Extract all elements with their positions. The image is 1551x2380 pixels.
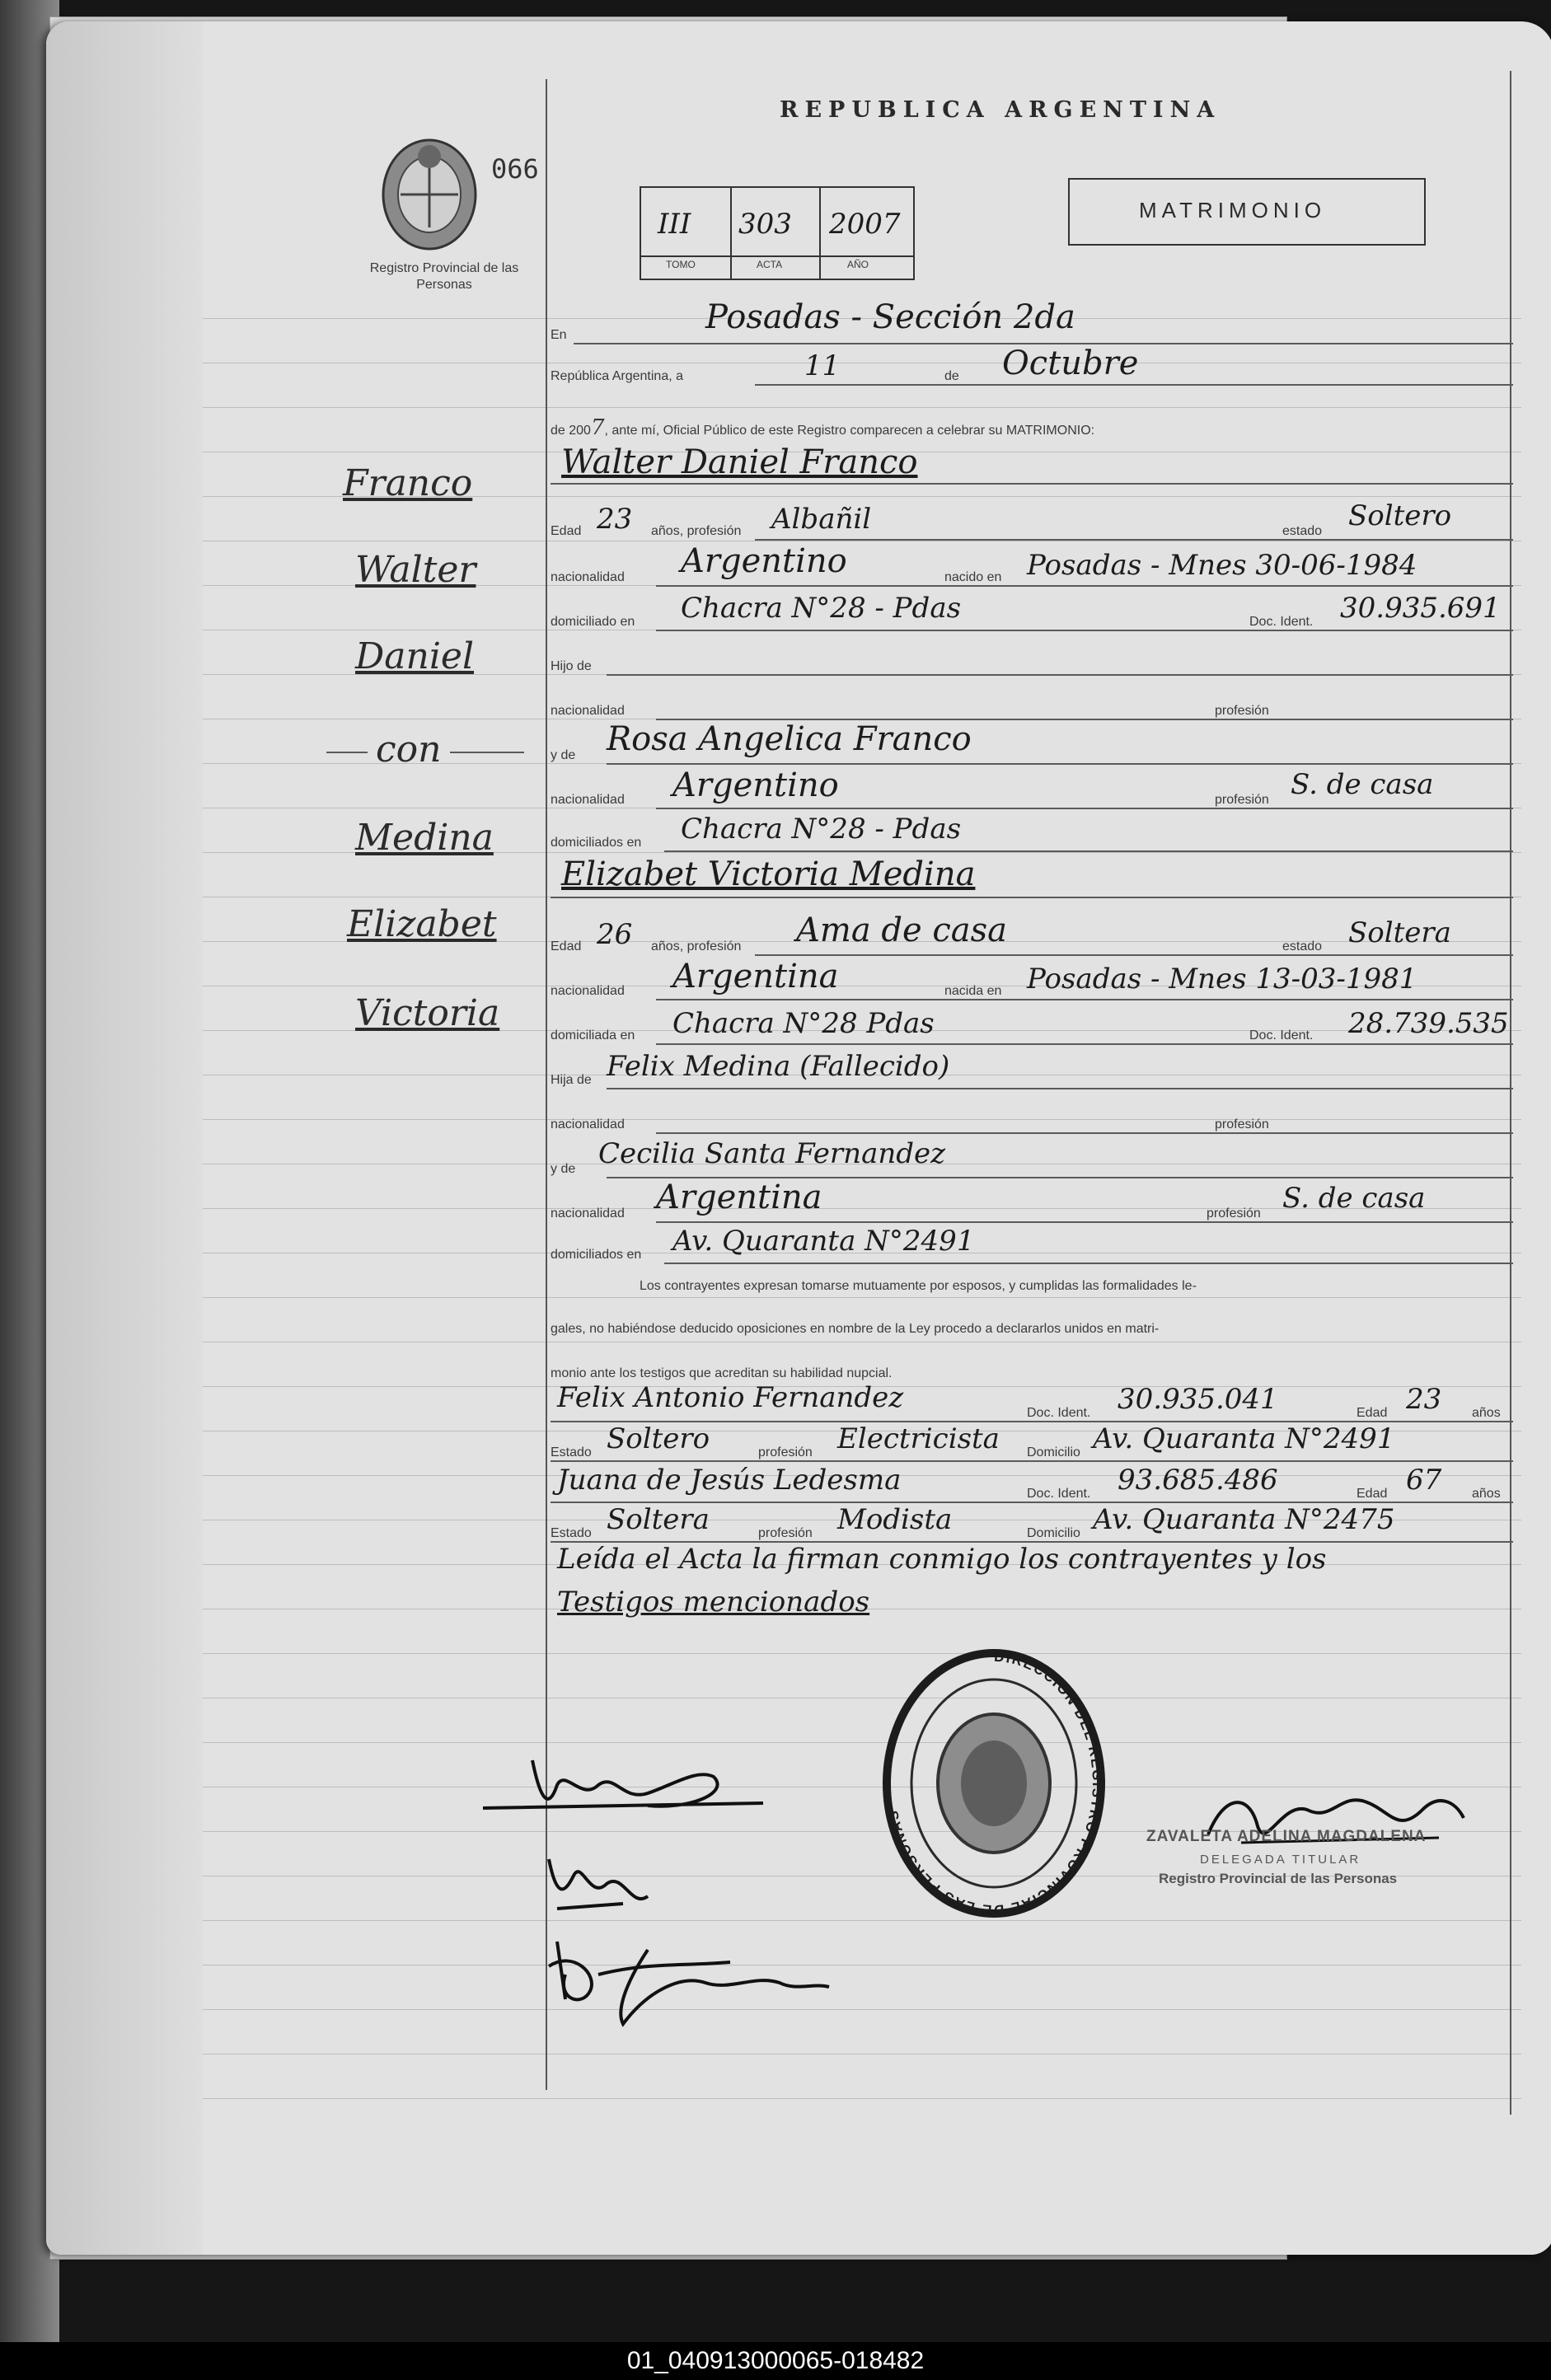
year-prefix: de 2007, ante mí, Oficial Público de este Registro comparecen a celebrar su MATRIMONIO: [551,415,1095,440]
margin-name-4: con [376,729,442,771]
witness-1-edad-label: Edad [1357,1406,1388,1420]
groom-nacido-label: nacido en [944,570,1002,584]
witness-1-name: Felix Antonio Fernandez [557,1381,904,1414]
witness-1-profesion: Electricista [837,1422,1000,1455]
de-label: de [944,369,959,383]
bride-hija-label: Hija de [551,1073,592,1087]
seal-text: DIRECCION DEL REGISTRO PROVINCIAL DE LAS PERSONAS [884,1648,1106,1919]
groom-madre-nac: Argentino [672,766,839,804]
tomo-value: III [658,208,691,241]
acta-label: ACTA [757,259,783,270]
bride-profesion: Ama de casa [796,911,1007,949]
bride-madre-nac-label: nacionalidad [551,1206,625,1220]
official-seal [870,1637,1118,1933]
declaration-line-3: monio ante los testigos que acreditan su habilidad nupcial. [551,1366,893,1380]
bride-domicilio: Chacra N°28 Pdas [672,1007,935,1040]
groom-domicilio-label: domiciliado en [551,615,635,629]
groom-edad: 23 [597,503,633,536]
bride-anos-label: años, profesión [651,939,742,953]
republica-label: República Argentina, a [551,369,683,383]
margin-name-3: Daniel [355,635,475,677]
bride-domicilio-label: domiciliada en [551,1028,635,1042]
groom-domicilio: Chacra N°28 - Pdas [681,592,962,625]
margin-name-7: Victoria [355,992,500,1034]
declaration-line-2: gales, no habiéndose deducido oposiciones en nombre de la Ley procedo a declararlos unidos en matri- [551,1322,1160,1336]
officer-registry: Registro Provincial de las Personas [1159,1871,1398,1886]
groom-padres-dom-label: domiciliados en [551,836,642,850]
bride-edad: 26 [597,918,633,951]
groom-hijo-label: Hijo de [551,659,592,673]
groom-padres-dom: Chacra N°28 - Pdas [681,813,962,846]
groom-estado-label: estado [1282,524,1323,538]
bride-padre-prof-label: profesión [1215,1117,1269,1131]
witness-1-estado: Soltero [607,1422,710,1455]
ruled-line [203,1920,1521,1921]
witness-2-domicilio-label: Domicilio [1027,1526,1080,1540]
bride-padres-dom-label: domiciliados en [551,1248,642,1262]
bride-padres-dom: Av. Quaranta N°2491 [672,1225,975,1258]
witness-2-doc-label: Doc. Ident. [1027,1487,1091,1501]
month-value: Octubre [1002,344,1139,382]
witness-2-edad-label: Edad [1357,1487,1388,1501]
witness-1-estado-label: Estado [551,1445,592,1459]
margin-name-1: Franco [343,462,473,504]
record-table [640,186,915,280]
footer-caption [0,2342,1551,2380]
margin-name-2: Walter [355,549,476,591]
groom-madre-prof: S. de casa [1291,768,1434,801]
bride-nacida: Posadas - Mnes 13-03-1981 [1027,963,1417,996]
margin-name-6: Elizabet [347,903,497,945]
witness-1-domicilio: Av. Quaranta N°2491 [1093,1422,1395,1455]
document-id: 01_040913000065-018482 [626,2347,925,2374]
declaration-line-1: Los contrayentes expresan tomarse mutuamente por esposos, y cumplidas las formalidades le- [640,1279,1197,1293]
contracting-parties-signatures [483,1727,846,2057]
groom-nacionalidad: Argentino [681,542,847,580]
bride-madre-nac: Argentina [656,1178,822,1216]
witness-2-estado-label: Estado [551,1526,592,1540]
bride-estado: Soltera [1348,916,1451,949]
ruled-line [203,1119,1521,1120]
anio-label: AÑO [847,259,869,270]
bride-padre: Felix Medina (Fallecido) [607,1050,950,1083]
bride-nacida-label: nacida en [944,984,1002,998]
officer-name: ZAVALETA ADELINA MAGDALENA [1146,1828,1427,1845]
bride-doc-label: Doc. Ident. [1249,1028,1314,1042]
witness-2-estado: Soltera [607,1503,710,1536]
bride-madre-prof-label: profesión [1207,1206,1261,1220]
groom-madre-nac-label: nacionalidad [551,793,625,807]
coat-of-arms-icon [368,129,491,269]
witness-1-doc-label: Doc. Ident. [1027,1406,1091,1420]
bride-madre: Cecilia Santa Fernandez [598,1137,946,1170]
bride-yde-label: y de [551,1162,576,1176]
witness-1-profesion-label: profesión [758,1445,813,1459]
witness-2-name: Juana de Jesús Ledesma [557,1464,902,1497]
bride-estado-label: estado [1282,939,1323,953]
ruled-line [203,1742,1521,1743]
witness-2-profesion: Modista [837,1503,953,1536]
closing-line-1: Leída el Acta la firman conmigo los contrayentes y los [557,1543,1327,1576]
tomo-label: TOMO [666,259,696,270]
groom-madre-prof-label: profesión [1215,793,1269,807]
certificate-page [46,21,1551,2255]
column-separator-right [1510,71,1511,2115]
witness-2-anos-label: años [1472,1487,1501,1501]
ruled-line [203,1653,1521,1654]
witness-2-domicilio: Av. Quaranta N°2475 [1093,1503,1395,1536]
ruled-line [203,2009,1521,2010]
groom-madre: Rosa Angelica Franco [607,720,972,758]
groom-padre-prof-label: profesión [1215,704,1269,718]
bride-edad-label: Edad [551,939,582,953]
year-digit: 7 [590,415,605,440]
anio-value: 2007 [829,208,901,241]
groom-nacionalidad-label: nacionalidad [551,570,625,584]
groom-edad-label: Edad [551,524,582,538]
bride-nacionalidad: Argentina [672,958,839,996]
place-value: Posadas - Sección 2da [705,298,1075,336]
groom-doc-label: Doc. Ident. [1249,615,1314,629]
day-value: 11 [804,349,841,382]
officer-role: DELEGADA TITULAR [1200,1853,1361,1867]
groom-estado: Soltero [1348,499,1452,532]
act-type-box [1068,178,1426,246]
act-type: MATRIMONIO [1139,198,1327,223]
page-number: 066 [491,153,539,185]
margin-name-5: Medina [355,817,494,859]
bride-name: Elizabet Victoria Medina [561,855,976,893]
ruled-line [203,407,1521,408]
statement: , ante mí, Oficial Público de este Registro comparecen a celebrar su MATRIMONIO: [604,424,1095,438]
acta-value: 303 [738,208,792,241]
groom-nacido: Posadas - Mnes 30-06-1984 [1027,549,1417,582]
witness-1-domicilio-label: Domicilio [1027,1445,1080,1459]
groom-doc: 30.935.691 [1340,592,1501,625]
ruled-line [203,2098,1521,2099]
en-label: En [551,328,567,342]
closing-line-2: Testigos mencionados [557,1586,870,1619]
groom-anos-label: años, profesión [651,524,742,538]
ruled-line [203,1297,1521,1298]
bride-padre-nac-label: nacionalidad [551,1117,625,1131]
registry-label: Registro Provincial de las Personas [369,261,519,292]
witness-2-profesion-label: profesión [758,1526,813,1540]
witness-1-anos-label: años [1472,1406,1501,1420]
country-heading: REPUBLICA ARGENTINA [780,97,1221,123]
groom-name: Walter Daniel Franco [561,443,918,481]
bride-doc: 28.739.535 [1348,1007,1509,1040]
witness-2-edad: 67 [1406,1464,1442,1497]
groom-padre-nac-label: nacionalidad [551,704,625,718]
groom-profesion: Albañil [771,503,872,536]
witness-2-doc: 93.685.486 [1118,1464,1278,1497]
bride-madre-prof: S. de casa [1282,1182,1426,1215]
groom-yde-label: y de [551,748,576,762]
witness-1-doc: 30.935.041 [1118,1383,1278,1416]
witness-1-edad: 23 [1406,1383,1442,1416]
bride-nacionalidad-label: nacionalidad [551,984,625,998]
